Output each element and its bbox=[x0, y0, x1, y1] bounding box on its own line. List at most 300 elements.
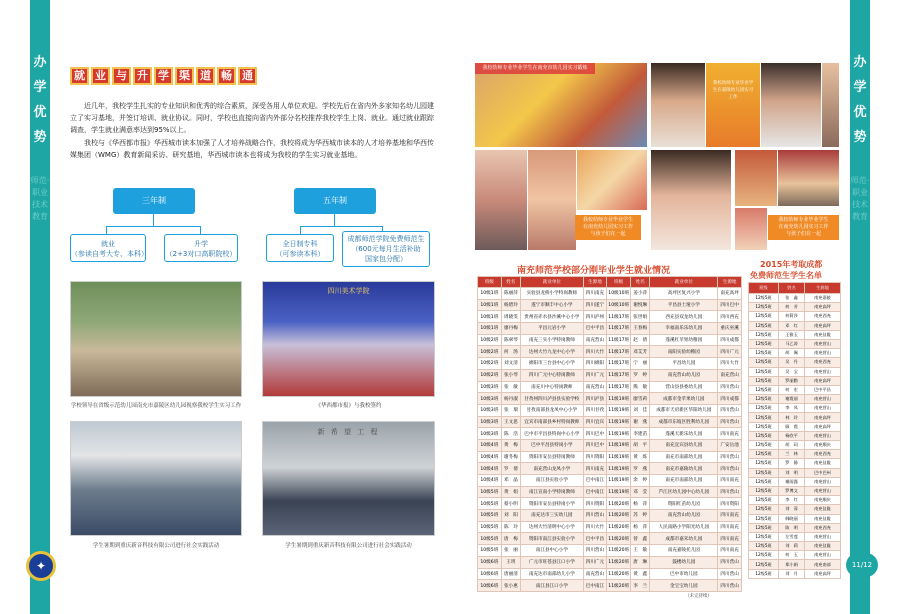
table-cell: 吴 宝 bbox=[779, 367, 805, 376]
table-row bbox=[478, 334, 742, 346]
right-side-title: 办学优势 bbox=[853, 55, 867, 145]
table-row bbox=[749, 532, 841, 541]
table-cell: 南充顺庆 bbox=[805, 441, 841, 450]
table-cell: 四川营山 bbox=[718, 463, 742, 475]
table-cell: 广元市旺苍县江口小学 bbox=[521, 556, 583, 568]
table-cell: 重庆巫溪 bbox=[718, 323, 742, 335]
photo-sign-text: 新 希 望 工 程 bbox=[317, 428, 380, 436]
table-cell: 12级5班 bbox=[749, 349, 779, 358]
table-cell: 南充西充 bbox=[805, 358, 841, 367]
photo-signing-ceremony bbox=[262, 281, 435, 397]
table-cell: 南充西充 bbox=[805, 450, 841, 459]
table-cell: 12级5班 bbox=[749, 303, 779, 312]
title-char: 渠 bbox=[175, 67, 194, 85]
table-cell: 罗博文 bbox=[779, 486, 805, 495]
table-row bbox=[478, 475, 742, 487]
table-cell: 刘 月 bbox=[779, 569, 805, 578]
table-cell: 唐丽清 bbox=[501, 568, 520, 580]
table-cell: 12级5班 bbox=[749, 312, 779, 321]
table-row bbox=[749, 560, 841, 569]
further-study-box: 升学 （2+3对口高职院校） bbox=[164, 234, 238, 262]
table-cell: 12级5班 bbox=[749, 385, 779, 394]
table-cell: 胡 佩 bbox=[779, 349, 805, 358]
table-cell: 12级5班 bbox=[749, 477, 779, 486]
table-cell: 12级5班 bbox=[749, 367, 779, 376]
table-cell: 李建苗 bbox=[630, 428, 649, 440]
table-row bbox=[478, 346, 742, 358]
table-cell: 11级17班 bbox=[607, 311, 631, 323]
table-cell: 11级19班 bbox=[607, 439, 631, 451]
table-cell: 12级5班 bbox=[749, 358, 779, 367]
table-row bbox=[478, 533, 742, 545]
table-cell: 四川资阳 bbox=[718, 498, 742, 510]
table-cell: 巴中平昌 bbox=[583, 533, 607, 545]
table-cell: 何 汤 bbox=[501, 346, 520, 358]
table-cell: 南充高坪 bbox=[805, 422, 841, 431]
table-cell: 南充嘉陵 bbox=[805, 294, 841, 303]
table-cell: 宜宾市南部县乡村特岗教师 bbox=[521, 416, 583, 428]
table-cell: 12级5班 bbox=[749, 496, 779, 505]
table-cell: 巴中平昌 bbox=[583, 323, 607, 335]
intro-paragraph: 近几年，我校学生扎实的专业知识和优秀的综合素质，深受各用人单位欢迎。学校先后在省内外多家知名幼儿园建立了实习基地，并签订培训、就业协议。同时，学校也直接向省内外部分名校推荐我校学生上岗、就业。通过就业跟踪调查，学生就业满意率达到95%以上。 bbox=[70, 102, 434, 134]
table-cell: 罗丽勤 bbox=[779, 376, 805, 385]
table-cell: 张小琴 bbox=[501, 369, 520, 381]
table-cell: 成都市天府新区华阳幼儿园 bbox=[650, 404, 718, 416]
right-side-subtitle: 师范·职业技术教育 bbox=[850, 176, 870, 221]
free-normal-table bbox=[748, 282, 841, 579]
table-cell: 四川营山 bbox=[718, 381, 742, 393]
table-cell: 陈翠琴 bbox=[501, 334, 520, 346]
table-cell: 巴中南江 bbox=[583, 486, 607, 498]
table-cell: 西充县双龙幼儿园 bbox=[650, 311, 718, 323]
table-cell: 刘 明 bbox=[779, 468, 805, 477]
table-cell: 12级5班 bbox=[749, 532, 779, 541]
table-cell: 南充营山 bbox=[805, 477, 841, 486]
table-cell: 10级2班 bbox=[478, 346, 502, 358]
table-cell: 周晓雯 bbox=[501, 311, 520, 323]
table-cell: 12级5班 bbox=[749, 321, 779, 330]
table-row bbox=[749, 542, 841, 551]
table-cell: 12级5班 bbox=[749, 413, 779, 422]
table-cell: 陈 明 bbox=[779, 523, 805, 532]
table-cell: 四川成都 bbox=[718, 334, 742, 346]
table-cell: 10级5班 bbox=[478, 486, 502, 498]
table-cell: 巴中南江 bbox=[583, 475, 607, 487]
table-cell: 巴中平昌 bbox=[805, 385, 841, 394]
table-cell: 甘孜州四川泸县县实验学校 bbox=[521, 393, 583, 405]
table-cell: 11级17班 bbox=[607, 346, 631, 358]
table-cell: 杨欣平 bbox=[779, 431, 805, 440]
collage-photo bbox=[651, 150, 731, 250]
table-cell: 南充营山 bbox=[805, 367, 841, 376]
table-cell: 何 芳 bbox=[779, 303, 805, 312]
table-cell: 谢雨露 bbox=[779, 477, 805, 486]
table-cell: 实验县龙桥小学特岗教师 bbox=[521, 288, 583, 300]
table-row bbox=[749, 459, 841, 468]
table-row bbox=[478, 486, 742, 498]
collage-photo bbox=[651, 63, 705, 147]
table-cell: 南充营山 bbox=[805, 349, 841, 358]
table-cell: 四川南充 bbox=[718, 545, 742, 557]
photo-practice-1 bbox=[70, 421, 242, 536]
table-cell: 10级5班 bbox=[478, 545, 502, 557]
table-cell: 刘 莉 bbox=[779, 542, 805, 551]
table-cell: 王 敏 bbox=[630, 545, 649, 557]
caption-practice-2: 学生暑期到重庆新音科技有限公司进行社会实践活动 bbox=[285, 543, 412, 549]
table-cell: 12级5班 bbox=[749, 486, 779, 495]
table-row bbox=[749, 468, 841, 477]
table-cell: 四川南充 bbox=[718, 510, 742, 522]
table-cell: 南充仪陇 bbox=[805, 505, 841, 514]
table-row bbox=[478, 311, 742, 323]
table-cell: 南充仪陇 bbox=[805, 459, 841, 468]
table-cell: 罗 燕 bbox=[630, 463, 649, 475]
table-cell: 四川营山 bbox=[718, 416, 742, 428]
table-cell: 四川泸州 bbox=[583, 311, 607, 323]
table-cell: 赵 倩 bbox=[630, 334, 649, 346]
table-cell: 遂宁市顺丰中心小学 bbox=[521, 299, 583, 311]
collage-photo bbox=[735, 208, 767, 250]
table-cell: 11级19班 bbox=[607, 463, 631, 475]
title-char: 业 bbox=[91, 67, 110, 85]
table-cell: 南充三实小学特岗教师 bbox=[521, 334, 583, 346]
table-cell: 邓 晶 bbox=[501, 475, 520, 487]
table-header-cell: 就业单位 bbox=[521, 277, 583, 288]
table-cell: 唐 梅 bbox=[501, 533, 520, 545]
table-cell: 12级5班 bbox=[749, 551, 779, 560]
table-cell: 达州大竹九龙中心小学 bbox=[521, 346, 583, 358]
table-cell: 四川巴中 bbox=[718, 299, 742, 311]
collage-mid-label: 我校幼师专业毕业学生在嘉陵幼儿园实习工作 bbox=[712, 81, 754, 100]
left-side-title: 办学优势 bbox=[33, 55, 47, 145]
table-cell: 吴 丹 bbox=[779, 358, 805, 367]
table-cell: 资阳市安岳县特岗教师 bbox=[521, 451, 583, 463]
table-row bbox=[478, 358, 742, 370]
table-cell: 刘 佳 bbox=[630, 404, 649, 416]
table-cell: 芦江区幼儿园中心幼儿园 bbox=[650, 486, 718, 498]
table-cell: 南充达市三实幼儿园 bbox=[521, 510, 583, 522]
table-cell: 10级2班 bbox=[478, 369, 502, 381]
three-year-box: 三年制 bbox=[113, 188, 195, 214]
collage-photo bbox=[778, 150, 839, 206]
tree-line bbox=[300, 226, 301, 234]
table-cell: 10级3班 bbox=[478, 381, 502, 393]
table-cell: 12级5班 bbox=[749, 339, 779, 348]
table-cell: 南充高坪 bbox=[805, 413, 841, 422]
table-cell: 四川成都 bbox=[718, 393, 742, 405]
title-char: 升 bbox=[133, 67, 152, 85]
table-row bbox=[478, 404, 742, 416]
table-cell: 四川南充 bbox=[718, 475, 742, 487]
table-cell: 王春梅 bbox=[630, 323, 649, 335]
table-cell: 11级17班 bbox=[607, 323, 631, 335]
table-row bbox=[749, 303, 841, 312]
table-cell: 郑小娟 bbox=[779, 560, 805, 569]
table-row bbox=[478, 451, 742, 463]
section-title bbox=[70, 67, 259, 85]
caption-leaders-visit: 学校领导在省级示范幼儿园南充市嘉陵区幼儿园视察我校学生实习工作 bbox=[70, 403, 242, 409]
table-cell: 达州大竹清明中心小学 bbox=[521, 521, 583, 533]
table-cell: 11级20班 bbox=[607, 545, 631, 557]
table-row bbox=[749, 422, 841, 431]
table-cell: 12级5班 bbox=[749, 294, 779, 303]
table-cell: 胡 珂 bbox=[779, 441, 805, 450]
table-cell: 10级1班 bbox=[478, 299, 502, 311]
table-cell: 邓艾芳 bbox=[630, 346, 649, 358]
table-row bbox=[749, 486, 841, 495]
table-row bbox=[749, 477, 841, 486]
table-cell: 兰 林 bbox=[779, 450, 805, 459]
table-row bbox=[478, 381, 742, 393]
table-cell: 黄 炼 bbox=[630, 451, 649, 463]
table-cell: 四川泸县 bbox=[583, 393, 607, 405]
table-cell: 巴中市平昌县特岗中心小学 bbox=[521, 428, 583, 440]
table-row bbox=[749, 514, 841, 523]
table-header-cell: 就业单位 bbox=[650, 277, 718, 288]
table-cell: 南充营山 bbox=[805, 395, 841, 404]
table-cell: 南充川中心特岗教师 bbox=[521, 381, 583, 393]
table-cell: 何 宏 bbox=[779, 385, 805, 394]
table-cell: 四川南充 bbox=[718, 428, 742, 440]
table-cell: 11级19班 bbox=[607, 428, 631, 440]
table-header-cell: 生源地 bbox=[718, 277, 742, 288]
table-cell: 南充达市南部幼儿小学 bbox=[521, 568, 583, 580]
table-cell: 南充南部 bbox=[805, 560, 841, 569]
table-header-cell: 生源地 bbox=[805, 283, 841, 294]
table-cell: 南江县江口小学 bbox=[521, 580, 583, 592]
table-cell: 南充嘉陵托儿园 bbox=[650, 545, 718, 557]
table-cell: 蔡小明 bbox=[501, 498, 520, 510]
table-row bbox=[749, 385, 841, 394]
table-cell: 11级20班 bbox=[607, 533, 631, 545]
table-cell: 南充营山 bbox=[805, 404, 841, 413]
table-cell: 蓬溪红苹果幼稚园 bbox=[650, 334, 718, 346]
table-cell: 11级17班 bbox=[607, 358, 631, 370]
table-row bbox=[478, 545, 742, 557]
table-cell: 10级10班 bbox=[607, 299, 631, 311]
table-cell: 12级5班 bbox=[749, 376, 779, 385]
table-cell: 11级19班 bbox=[607, 486, 631, 498]
table-cell: 12级5班 bbox=[749, 330, 779, 339]
collage-photo bbox=[822, 63, 839, 147]
table-cell: 四川广元中心特岗教师 bbox=[521, 369, 583, 381]
table-cell: 四川绵阳 bbox=[583, 358, 607, 370]
table-cell: 12级5班 bbox=[749, 505, 779, 514]
table-cell: 刘文清 bbox=[501, 358, 520, 370]
collage-photo bbox=[577, 150, 647, 210]
table-cell: 四川营山 bbox=[583, 545, 607, 557]
table-cell: 杨 萍 bbox=[630, 521, 649, 533]
table-cell: 四川营山 bbox=[718, 451, 742, 463]
table-cell: 10级3班 bbox=[478, 428, 502, 440]
table-row bbox=[749, 330, 841, 339]
tree-line bbox=[106, 226, 107, 234]
employment-table-title: 南充师范学校部分刚毕业学生就业情况 bbox=[517, 266, 671, 276]
table-cell: 11级19班 bbox=[607, 393, 631, 405]
photo-practice-2 bbox=[262, 421, 435, 536]
table-cell: 12级5班 bbox=[749, 468, 779, 477]
table-cell: 11级20班 bbox=[607, 580, 631, 592]
table-cell: 唐 琳 bbox=[630, 556, 649, 568]
title-char: 与 bbox=[112, 67, 131, 85]
table-row bbox=[749, 450, 841, 459]
table-cell: 成都市金苹果幼儿园 bbox=[650, 393, 718, 405]
table-cell: 10级3班 bbox=[478, 393, 502, 405]
table-header-cell: 姓名 bbox=[501, 277, 520, 288]
table-cell: 廖丹梅 bbox=[501, 323, 520, 335]
table-cell: 四川营山 bbox=[718, 556, 742, 568]
table-cell: 谢 燕 bbox=[630, 416, 649, 428]
table-cell: 12级5班 bbox=[749, 431, 779, 440]
collage-photo bbox=[735, 150, 777, 206]
table-cell: 何 玉 bbox=[779, 551, 805, 560]
table-cell: 资阳红苗幼儿园 bbox=[650, 498, 718, 510]
table-cell: 王文思 bbox=[501, 416, 520, 428]
table-cell: 南充顺庆 bbox=[805, 496, 841, 505]
table-row bbox=[478, 288, 742, 300]
table-row bbox=[478, 580, 742, 592]
five-year-box: 五年制 bbox=[294, 188, 376, 214]
photo-sign-text: 四川美术学院 bbox=[327, 287, 370, 295]
table-cell: 陈 浩 bbox=[501, 428, 520, 440]
table-row bbox=[749, 349, 841, 358]
table-row bbox=[749, 312, 841, 321]
table-row bbox=[749, 404, 841, 413]
table-row bbox=[749, 413, 841, 422]
table-cell: 南充营山 bbox=[718, 369, 742, 381]
table-cell: 12级5班 bbox=[749, 542, 779, 551]
table-cell: 12级5班 bbox=[749, 395, 779, 404]
table-cell: 四川南充 bbox=[718, 533, 742, 545]
table-cell: 11级19班 bbox=[607, 404, 631, 416]
table-cell: 四川营山 bbox=[718, 404, 742, 416]
free-normal-title-year: 2015年考取成都 bbox=[760, 260, 823, 269]
table-cell: 南充高坪 bbox=[805, 569, 841, 578]
table-cell: 李 兰 bbox=[630, 580, 649, 592]
caption-signing: 《华西都市报》与我校签约 bbox=[315, 403, 382, 409]
table-cell: 11级20班 bbox=[607, 521, 631, 533]
tree-line bbox=[300, 226, 382, 227]
table-cell: 黄 娟 bbox=[501, 486, 520, 498]
table-row bbox=[478, 568, 742, 580]
table-cell: 人民南路小学阳光幼儿园 bbox=[650, 521, 718, 533]
table-cell: 陈 玲 bbox=[501, 521, 520, 533]
table-cell: 四川南充 bbox=[718, 521, 742, 533]
table-cell: 平昌元岩小学 bbox=[521, 323, 583, 335]
table-cell: 南充仪陇 bbox=[805, 330, 841, 339]
table-cell: 刘 阳 bbox=[501, 510, 520, 522]
table-cell: 张 敏 bbox=[501, 381, 520, 393]
table-cell: 南江县实验小学 bbox=[521, 475, 583, 487]
table-cell: 宁 丽 bbox=[630, 358, 649, 370]
table-cell: 左雪莲 bbox=[779, 532, 805, 541]
table-cell: 10级1班 bbox=[478, 323, 502, 335]
table-row bbox=[478, 299, 742, 311]
table-header-cell: 班级 bbox=[478, 277, 502, 288]
table-cell: 11级17班 bbox=[607, 369, 631, 381]
table-row bbox=[749, 569, 841, 578]
table-cell: 杨 萍 bbox=[630, 498, 649, 510]
employment-box: 就业 （参读自考大专、本科） bbox=[70, 234, 146, 262]
table-cell: 谢悦琳 bbox=[630, 299, 649, 311]
table-header-cell: 生源地 bbox=[583, 277, 607, 288]
caption-practice-1: 学生暑期到重庆新音科技有限公司进行社会实践活动 bbox=[92, 543, 220, 549]
tree-line bbox=[106, 226, 200, 227]
table-cell: 鼓楼幼儿园 bbox=[650, 556, 718, 568]
table-cell: 成都市东坡区胜利幼儿园 bbox=[650, 416, 718, 428]
table-cell: 南充高坪 bbox=[805, 376, 841, 385]
title-char: 学 bbox=[154, 67, 173, 85]
table-cell: 11级20班 bbox=[607, 568, 631, 580]
table-cell: 11级20班 bbox=[607, 498, 631, 510]
table-row bbox=[749, 294, 841, 303]
table-row bbox=[478, 416, 742, 428]
table-cell: 南充营山 bbox=[805, 486, 841, 495]
table-cell: 10级10班 bbox=[607, 288, 631, 300]
table-cell: 资阳市安岳县特岗小学 bbox=[521, 498, 583, 510]
table-cell: 南充仪陇 bbox=[805, 514, 841, 523]
partnership-paragraph: 我校与《华西都市报》华西城市读本加强了人才培养战略合作，我校将成为华西城市读本的人才培养基地和华西传媒集团（WMG）教育新闻采访、研究基地，华西城市读本也将成为我校的学生实习就业基地。 bbox=[70, 139, 434, 159]
table-row bbox=[749, 431, 841, 440]
table-cell: 平昌县土垭小学 bbox=[650, 299, 718, 311]
table-header-cell: 姓名 bbox=[779, 283, 805, 294]
table-cell: 南充营山 bbox=[805, 339, 841, 348]
table-cell: 巴中平昌县特岗小学 bbox=[521, 439, 583, 451]
table-row bbox=[749, 321, 841, 330]
table-cell: 张世娟 bbox=[630, 311, 649, 323]
title-char: 道 bbox=[196, 67, 215, 85]
table-row bbox=[749, 358, 841, 367]
table-cell: 12级5班 bbox=[749, 404, 779, 413]
table-cell: 南充营山幼儿园 bbox=[650, 369, 718, 381]
table-cell: 11级19班 bbox=[607, 416, 631, 428]
table-row bbox=[478, 510, 742, 522]
table-row bbox=[478, 393, 742, 405]
table-cell: 11级20班 bbox=[607, 510, 631, 522]
table-cell: 刘 蓉 bbox=[779, 505, 805, 514]
table-row bbox=[749, 496, 841, 505]
table-row bbox=[478, 498, 742, 510]
table-cell: 四川营山 bbox=[718, 580, 742, 592]
table-cell: 邓 红 bbox=[779, 321, 805, 330]
table-cell: 11级19班 bbox=[607, 475, 631, 487]
table-row bbox=[478, 428, 742, 440]
table-cell: 12级5班 bbox=[749, 514, 779, 523]
table-cell: 巴中市幼儿园 bbox=[650, 568, 718, 580]
table-cell: 四川营山 bbox=[718, 486, 742, 498]
table-cell: 南充营山幼儿园 bbox=[650, 510, 718, 522]
table-cell: 蓬溪天新乐幼儿园 bbox=[650, 428, 718, 440]
table-row bbox=[478, 521, 742, 533]
table-row bbox=[749, 395, 841, 404]
table-cell: 四川西充 bbox=[718, 311, 742, 323]
table-cell: 四川宜宾 bbox=[583, 416, 607, 428]
table-cell: 南充宜宾县幼儿园 bbox=[650, 439, 718, 451]
table-row bbox=[749, 441, 841, 450]
table-cell: 廖雪莉 bbox=[630, 393, 649, 405]
table-cell: 四川资阳 bbox=[583, 451, 607, 463]
table-cell: 平昌幼儿园 bbox=[650, 358, 718, 370]
table-row bbox=[478, 439, 742, 451]
table-cell: 11级19班 bbox=[607, 451, 631, 463]
table-cell: 四川营山 bbox=[718, 568, 742, 580]
collage-card-1: 我校幼师专业毕业学生 在南充幼儿园实习工作 与孩子们在一起 bbox=[575, 215, 641, 240]
collage-photo bbox=[706, 63, 760, 147]
table-cell: 黄 梅 bbox=[501, 439, 520, 451]
table-cell: 四川营山 bbox=[583, 510, 607, 522]
table-cell: 罗 婷 bbox=[630, 369, 649, 381]
table-cell: 11级17班 bbox=[607, 381, 631, 393]
